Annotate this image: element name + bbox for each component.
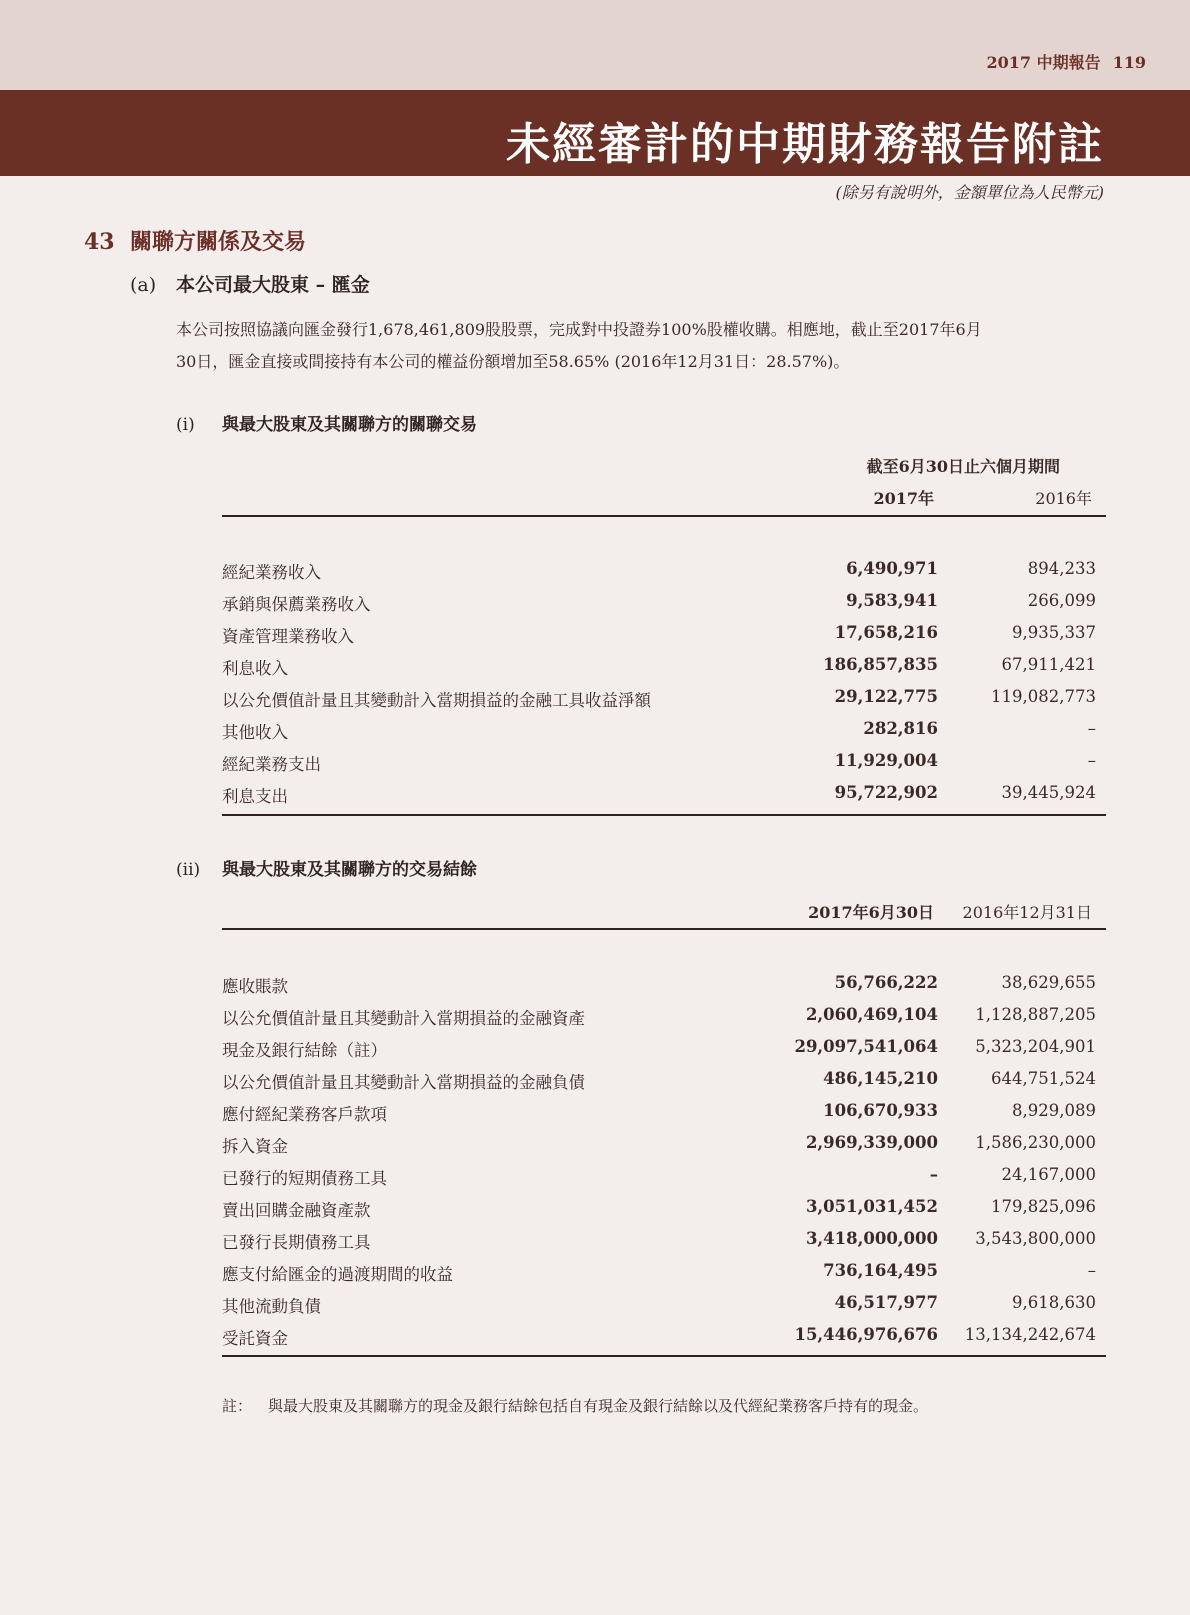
- section-number: 43: [84, 229, 115, 255]
- page-title: 未經審計的中期財務報告附註: [506, 119, 1104, 170]
- section-title: 關聯方關係及交易: [130, 229, 307, 255]
- table-row: [222, 751, 1106, 783]
- row-value-prior: 39,445,924: [1001, 783, 1096, 802]
- row-label: 以公允價值計量且其變動計入當期損益的金融工具收益淨額: [222, 691, 651, 710]
- table-row: [222, 1165, 1106, 1197]
- row-value-prior: –: [1087, 751, 1096, 770]
- row-value-prior: 894,233: [1027, 559, 1096, 578]
- row-value-current: 11,929,004: [834, 751, 938, 770]
- table1-heading: [176, 410, 477, 435]
- table-row: [222, 1293, 1106, 1325]
- table-row: [222, 1069, 1106, 1101]
- row-value-current: 15,446,976,676: [794, 1325, 938, 1344]
- table-row: [222, 1037, 1106, 1069]
- row-value-prior: 1,128,887,205: [975, 1005, 1096, 1024]
- row-label: 利息收入: [222, 659, 288, 678]
- title-band: [0, 90, 1190, 176]
- row-value-current: 6,490,971: [846, 559, 938, 578]
- page-reference: [986, 50, 1146, 73]
- table-row: [222, 1261, 1106, 1293]
- table2-top-rule: [222, 928, 1106, 930]
- row-label: 應收賬款: [222, 977, 288, 996]
- table-row: [222, 1133, 1106, 1165]
- row-value-current: 282,816: [863, 719, 938, 738]
- row-value-prior: –: [1087, 719, 1096, 738]
- table-row: [222, 783, 1106, 815]
- table-row: [222, 1197, 1106, 1229]
- table-row: [222, 719, 1106, 751]
- subsection-title: 本公司最大股東 – 匯金: [176, 274, 370, 296]
- table-row: [222, 1325, 1106, 1357]
- row-label: 承銷與保薦業務收入: [222, 595, 371, 614]
- row-value-prior: 8,929,089: [1012, 1101, 1096, 1120]
- row-value-prior: 5,323,204,901: [975, 1037, 1096, 1056]
- row-label: 受託資金: [222, 1329, 288, 1348]
- table1-col1-header: 2017年: [873, 489, 934, 508]
- row-value-prior: 179,825,096: [991, 1197, 1096, 1216]
- row-label: 已發行的短期債務工具: [222, 1169, 387, 1188]
- table1-bottom-rule: [222, 814, 1106, 816]
- table2-heading: [176, 855, 477, 880]
- footnote-text: 與最大股東及其關聯方的現金及銀行結餘包括自有現金及銀行結餘以及代經紀業務客戶持有的現金。: [268, 1397, 929, 1415]
- row-label: 利息支出: [222, 787, 288, 806]
- row-value-prior: 644,751,524: [991, 1069, 1096, 1088]
- row-value-prior: 9,935,337: [1012, 623, 1096, 642]
- unit-note: (除另有說明外，金額單位為人民幣元): [835, 183, 1104, 202]
- row-value-current: 46,517,977: [834, 1293, 938, 1312]
- row-value-current: 3,418,000,000: [805, 1229, 938, 1248]
- page-number: 119: [1112, 53, 1146, 72]
- row-label: 賣出回購金融資產款: [222, 1201, 371, 1220]
- table1-number: (i): [176, 415, 195, 435]
- table-row: [222, 559, 1106, 591]
- row-label: 經紀業務收入: [222, 563, 321, 582]
- row-value-current: 56,766,222: [834, 973, 938, 992]
- row-value-current: 9,583,941: [846, 591, 938, 610]
- row-label: 經紀業務支出: [222, 755, 321, 774]
- row-value-current: 106,670,933: [823, 1101, 938, 1120]
- row-value-current: 2,060,469,104: [805, 1005, 938, 1024]
- table2-col2-header: 2016年12月31日: [962, 903, 1092, 922]
- row-label: 資產管理業務收入: [222, 627, 354, 646]
- row-value-current: 2,969,339,000: [805, 1133, 938, 1152]
- table2-title: 與最大股東及其關聯方的交易結餘: [222, 860, 477, 880]
- top-band: [0, 0, 1190, 90]
- row-value-current: 29,122,775: [834, 687, 938, 706]
- row-value-current: 17,658,216: [834, 623, 938, 642]
- row-label: 其他收入: [222, 723, 288, 742]
- row-value-prior: 67,911,421: [1001, 655, 1096, 674]
- table1-title: 與最大股東及其關聯方的關聯交易: [222, 415, 477, 435]
- row-label: 以公允價值計量且其變動計入當期損益的金融資產: [222, 1009, 585, 1028]
- table-row: [222, 1101, 1106, 1133]
- footnote: [222, 1395, 928, 1416]
- row-value-current: –: [929, 1165, 938, 1184]
- row-value-current: 186,857,835: [823, 655, 938, 674]
- row-label: 現金及銀行結餘（註）: [222, 1041, 387, 1060]
- paragraph-line: 30日，匯金直接或間接持有本公司的權益份額增加至58.65% (2016年12月31日：28.57%)。: [176, 352, 850, 371]
- table2-col1-header: 2017年6月30日: [808, 903, 934, 922]
- subsection-number: (a): [130, 274, 157, 296]
- row-value-prior: 3,543,800,000: [975, 1229, 1096, 1248]
- table2-number: (ii): [176, 860, 201, 880]
- paragraph-line: 本公司按照協議向匯金發行1,678,461,809股股票，完成對中投證券100%股權收購。相應地，截止至2017年6月: [176, 320, 982, 339]
- row-value-prior: 13,134,242,674: [964, 1325, 1096, 1344]
- table1-col2-header: 2016年: [1035, 489, 1092, 508]
- row-value-prior: 1,586,230,000: [975, 1133, 1096, 1152]
- row-label: 拆入資金: [222, 1137, 288, 1156]
- table-row: [222, 973, 1106, 1005]
- table-row: [222, 1005, 1106, 1037]
- row-value-current: 486,145,210: [823, 1069, 938, 1088]
- row-value-prior: 9,618,630: [1012, 1293, 1096, 1312]
- row-label: 應支付給匯金的過渡期間的收益: [222, 1265, 453, 1284]
- table-row: [222, 591, 1106, 623]
- row-value-current: 95,722,902: [834, 783, 938, 802]
- row-value-prior: –: [1087, 1261, 1096, 1280]
- row-label: 其他流動負債: [222, 1297, 321, 1316]
- table1-period-label: 截至6月30日止六個月期間: [866, 457, 1060, 476]
- intro-paragraph: [176, 314, 1111, 378]
- table-row: [222, 655, 1106, 687]
- subsection-heading: [130, 270, 370, 297]
- table-row: [222, 623, 1106, 655]
- row-value-current: 3,051,031,452: [805, 1197, 938, 1216]
- row-value-prior: 38,629,655: [1001, 973, 1096, 992]
- table2-bottom-rule: [222, 1355, 1106, 1357]
- row-label: 以公允價值計量且其變動計入當期損益的金融負債: [222, 1073, 585, 1092]
- row-value-prior: 119,082,773: [991, 687, 1096, 706]
- row-label: 已發行長期債務工具: [222, 1233, 371, 1252]
- row-value-current: 29,097,541,064: [794, 1037, 938, 1056]
- report-label: 2017 中期報告: [986, 53, 1101, 72]
- row-label: 應付經紀業務客戶款項: [222, 1105, 387, 1124]
- footnote-mark: 註：: [222, 1397, 253, 1415]
- section-heading: [84, 225, 306, 256]
- row-value-prior: 266,099: [1027, 591, 1096, 610]
- table-row: [222, 1229, 1106, 1261]
- row-value-prior: 24,167,000: [1001, 1165, 1096, 1184]
- table-row: [222, 687, 1106, 719]
- row-value-current: 736,164,495: [823, 1261, 938, 1280]
- table1-top-rule: [222, 515, 1106, 517]
